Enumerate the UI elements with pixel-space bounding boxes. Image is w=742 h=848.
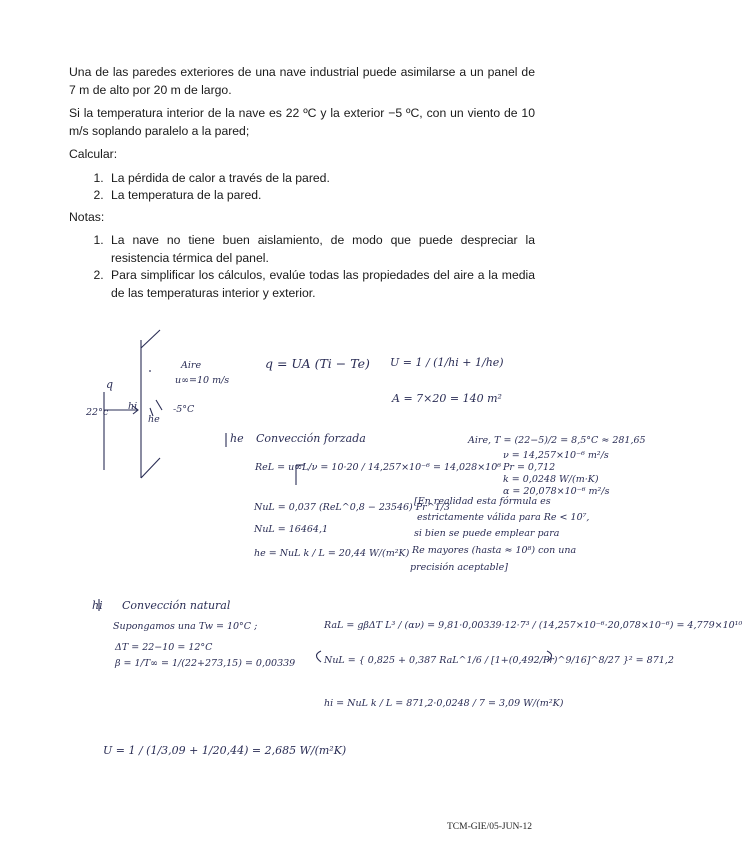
notes-label: Notas: — [69, 209, 105, 224]
hw-air-prop: ν = 14,257×10⁻⁶ m²/s — [503, 450, 609, 461]
hw-eq-u: U = 1 / (1/hi + 1/he) — [390, 356, 504, 369]
hw-hi-section-label: hi — [92, 599, 103, 612]
hw-delta-t: ΔT = 22−10 = 12°C — [115, 642, 213, 653]
statement-2: Si la temperatura interior de la nave es 22 ºC y la exterior −5 ºC, con un viento de 10 m/s soplando paralelo a la pared; — [69, 106, 535, 138]
note-item: 1. La nave no tiene buen aislamiento, de modo que puede despreciar la resistencia térmica del panel. — [107, 232, 535, 267]
hw-he-eq: he = NuL k / L = 20,44 W/(m²K) — [254, 548, 410, 559]
hw-beta: β = 1/T∞ = 1/(22+273,15) = 0,00339 — [115, 658, 296, 669]
hw-rayleigh-eq: RaL = gβΔT L³ / (αν) = 9,81·0,00339·12·7³ / (14,257×10⁻⁶·20,078×10⁻⁶) = 4,779×10¹⁰ — [324, 620, 742, 631]
hw-aire-label: Aire — [181, 360, 202, 371]
page-footer: TCM-GIE/05-JUN-12 — [447, 822, 532, 832]
hw-validity-note: [En realidad esta fórmula es — [414, 496, 551, 507]
hw-nusselt-natural-eq: NuL = { 0,825 + 0,387 RaL^1/6 / [1+(0,492/Pr)^9/16]^8/27 }² = 871,2 — [324, 655, 674, 666]
hw-validity-note: si bien se puede emplear para — [414, 528, 560, 539]
hw-inner-temp: 22°c — [86, 407, 109, 418]
hw-air-prop: Pr = 0,712 — [503, 462, 556, 473]
note-item: 2. Para simplificar los cálculos, evalúe todas las propiedades del aire a la media de las temperaturas interior y exterior. — [107, 267, 535, 302]
calc-item: 2. La temperatura de la pared. — [107, 187, 535, 205]
hw-natural-title: Convección natural — [122, 599, 231, 612]
calc-item: 1. La pérdida de calor a través de la pared. — [107, 170, 535, 188]
hw-outer-temp: -5°C — [173, 404, 195, 415]
hw-u-final: U = 1 / (1/3,09 + 1/20,44) = 2,685 W/(m²K) — [103, 744, 347, 757]
hw-he-label: he — [148, 414, 160, 425]
hw-validity-note: estrictamente válida para Re < 10⁷, — [417, 512, 590, 523]
hw-air-prop: k = 0,0248 W/(m·K) — [503, 474, 599, 485]
hw-hi-label: hi — [128, 401, 138, 412]
hw-q-label: q — [106, 378, 114, 391]
hw-validity-note: Re mayores (hasta ≈ 10⁸) con una — [412, 545, 577, 556]
hw-reynolds-eq: ReL = u∞L/ν = 10·20 / 14,257×10⁻⁶ = 14,028×10⁶ — [255, 462, 502, 473]
hw-eq-area: A = 7×20 = 140 m² — [392, 392, 502, 405]
hw-forced-title: Convección forzada — [256, 432, 366, 445]
hw-air-prop: α = 20,078×10⁻⁶ m²/s — [503, 486, 610, 497]
calc-label: Calcular: — [69, 147, 118, 161]
hw-nusselt-forced-eq: NuL = 0,037 (ReL^0,8 − 23546) Pr^1/3 — [254, 502, 450, 513]
hw-he-section-label: he — [230, 432, 244, 445]
hw-nusselt-forced-val: NuL = 16464,1 — [254, 524, 329, 535]
hw-air-props-header: Aire, T = (22−5)/2 = 8,5°C ≈ 281,65 — [468, 435, 646, 446]
hw-validity-note: precisión aceptable] — [410, 562, 508, 573]
statement-1: Una de las paredes exteriores de una nave industrial puede asimilarse a un panel de 7 m de alto por 20 m de largo. — [69, 65, 535, 97]
hw-assumption: Supongamos una Tw = 10°C ; — [113, 621, 258, 632]
hw-eq-q: q = UA (Ti − Te) — [265, 356, 370, 371]
hw-hi-eq: hi = NuL k / L = 871,2·0,0248 / 7 = 3,09 W/(m²K) — [324, 698, 564, 709]
hw-wind-speed: u∞=10 m/s — [175, 375, 230, 386]
